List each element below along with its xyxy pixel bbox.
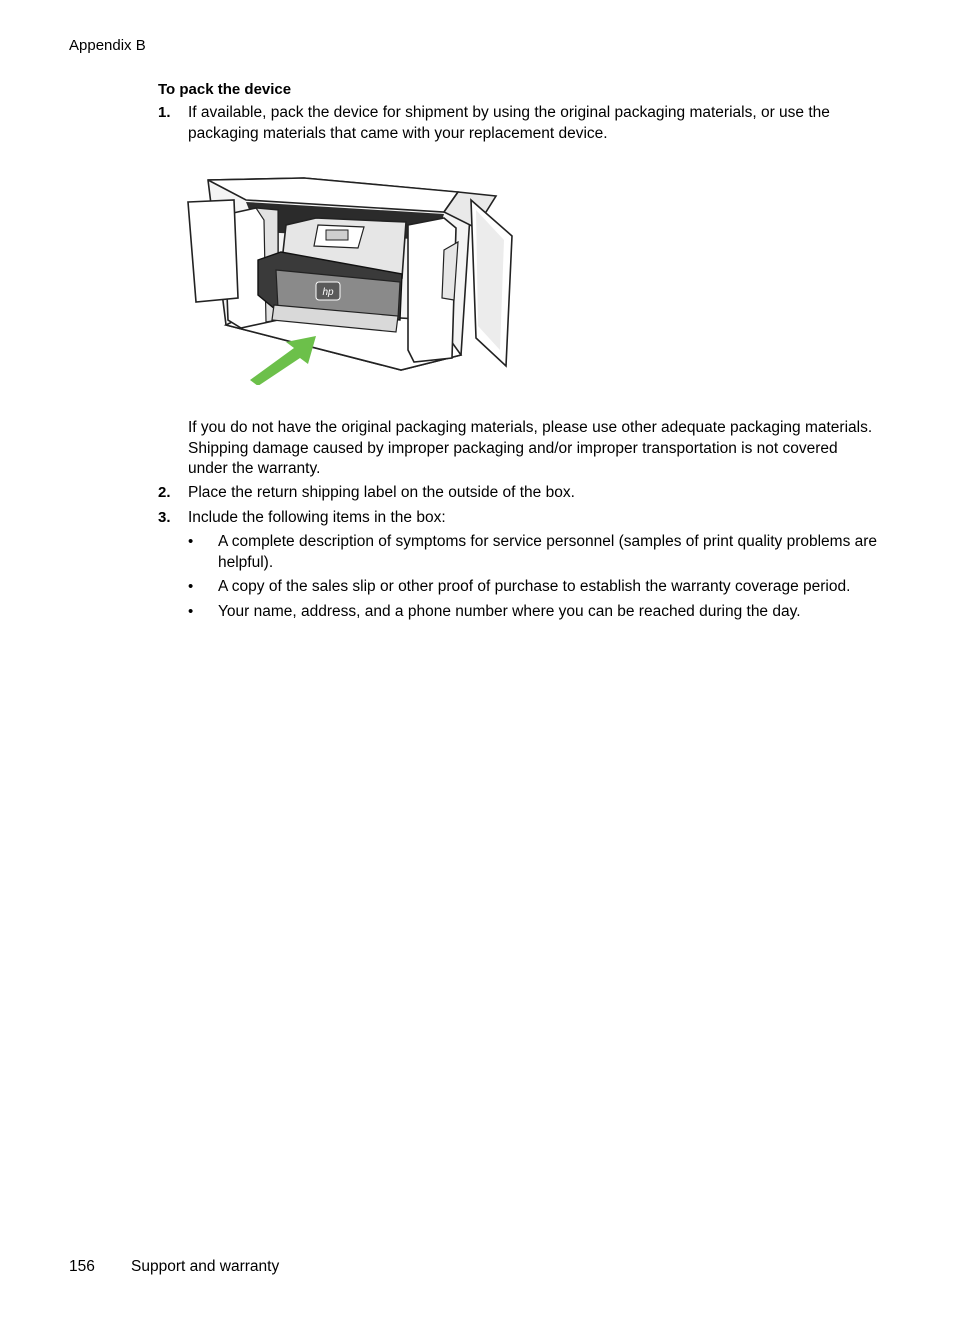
section-title: To pack the device — [158, 81, 292, 98]
bullet-marker-1: • — [188, 533, 194, 550]
hp-logo-text: hp — [322, 287, 334, 298]
step-number-2: 2. — [158, 484, 171, 501]
step-text-2: Place the return shipping label on the outside of the box. — [188, 484, 575, 501]
step-text-1: If available, pack the device for shipment by using the original packaging materials, or use the packaging materials that came with your replacement device. — [188, 104, 830, 142]
footer-page-number: 156 — [69, 1258, 95, 1275]
step-text-3: Include the following items in the box: — [188, 509, 446, 526]
running-header: Appendix B — [69, 37, 146, 54]
green-arrow-icon — [250, 336, 316, 385]
step-number-3: 3. — [158, 509, 171, 526]
bullet-text-3: Your name, address, and a phone number where you can be reached during the day. — [218, 603, 801, 620]
footer-section-name: Support and warranty — [131, 1258, 280, 1275]
packing-illustration — [186, 170, 516, 385]
step-number-1: 1. — [158, 104, 171, 121]
box-left-flap — [188, 200, 238, 302]
bullet-marker-3: • — [188, 603, 194, 620]
bullet-text-1: A complete description of symptoms for service personnel (samples of print quality problems are helpful). — [218, 533, 878, 571]
bullet-marker-2: • — [188, 578, 194, 595]
printer-display — [326, 230, 348, 240]
packaging-note: If you do not have the original packaging materials, please use other adequate packaging materials. Shipping damage caused by improper packaging and/or improper transportation is not covered under the warranty. — [188, 419, 873, 477]
bullet-text-2: A copy of the sales slip or other proof of purchase to establish the warranty coverage period. — [218, 578, 851, 595]
